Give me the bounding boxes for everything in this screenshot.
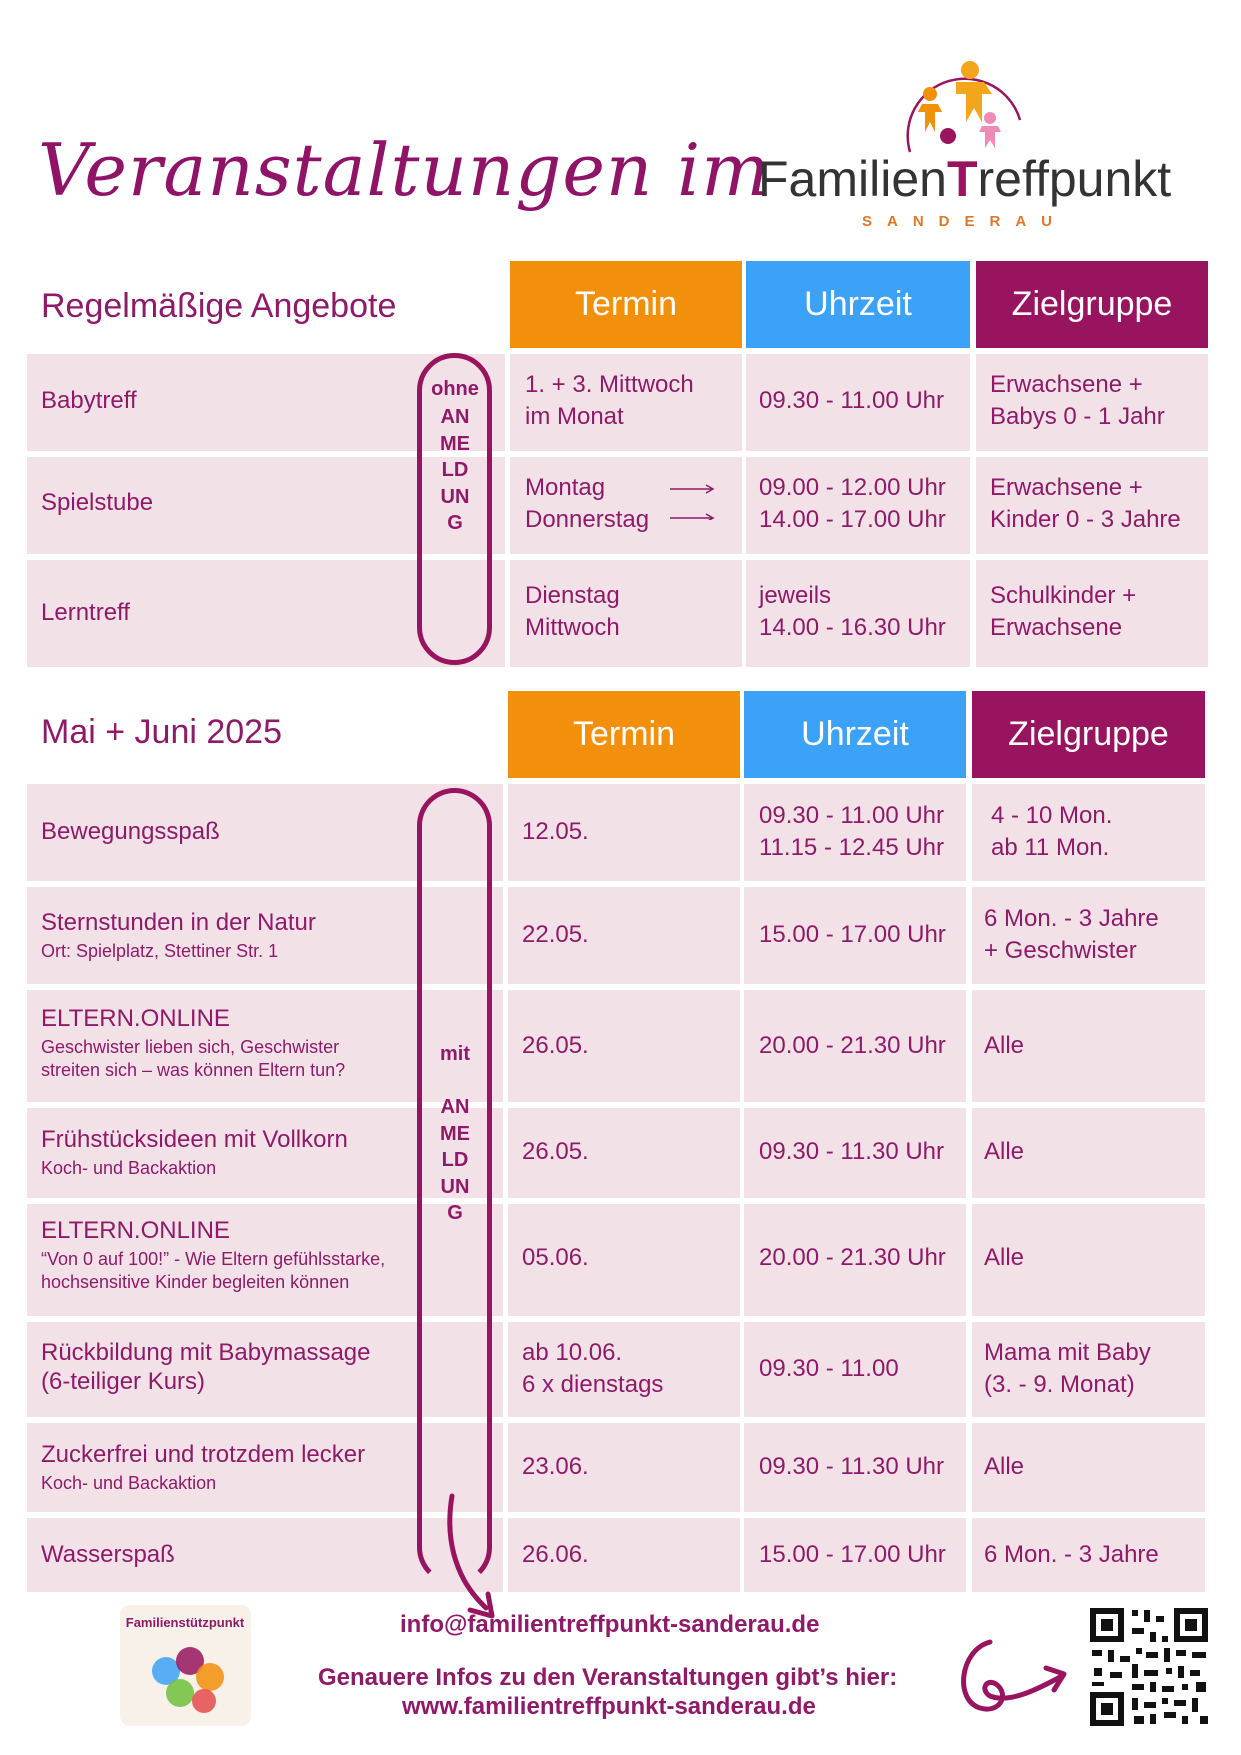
row-termin: im Monat	[525, 403, 624, 430]
row-zielgruppe: Erwachsene	[990, 614, 1123, 641]
event-zielgruppe: (3. - 9. Monat)	[984, 1371, 1135, 1398]
page-title: Veranstaltungen im	[38, 128, 771, 212]
row-uhrzeit: 14.00 - 16.30 Uhr	[759, 614, 946, 641]
event-subtitle: Ort: Spielplatz, Stettiner Str. 1	[41, 941, 279, 961]
regular-col-zielgruppe: Zielgruppe	[976, 261, 1208, 348]
row-uhrzeit: jeweils	[759, 582, 832, 609]
row-name: Lerntreff	[41, 599, 130, 626]
regular-col-termin: Termin	[510, 261, 742, 348]
event-termin: 05.06.	[522, 1244, 589, 1271]
svg-text:Familienstützpunkt: Familienstützpunkt	[125, 1615, 245, 1630]
event-zielgruppe: 6 Mon. - 3 Jahre	[984, 1541, 1159, 1568]
events-col-zielgruppe: Zielgruppe	[972, 691, 1205, 778]
event-uhrzeit: 15.00 - 17.00 Uhr	[759, 1541, 946, 1568]
website-link[interactable]: www.familientreffpunkt-sanderau.de	[402, 1693, 816, 1720]
row-name: Babytreff	[41, 387, 137, 414]
event-termin: ab 10.06.	[522, 1339, 623, 1366]
logo-subtitle: SANDERAU	[862, 213, 1068, 230]
event-subtitle: hochsensitive Kinder begleiten können	[41, 1272, 350, 1292]
event-termin: 12.05.	[522, 818, 589, 845]
event-name: ELTERN.ONLINE	[41, 1217, 230, 1244]
row-zielgruppe: Schulkinder +	[990, 582, 1137, 609]
event-termin: 26.05.	[522, 1032, 589, 1059]
events-col-uhrzeit: Uhrzeit	[744, 691, 966, 778]
logo-wordmark: FamilienTreffpunkt	[758, 151, 1172, 207]
event-subtitle: Koch- und Backaktion	[41, 1158, 217, 1178]
row-uhrzeit: 09.00 - 12.00 Uhr	[759, 474, 946, 501]
event-subtitle: Koch- und Backaktion	[41, 1473, 217, 1493]
contact-email[interactable]: info@familientreffpunkt-sanderau.de	[400, 1611, 820, 1638]
registration-label-top: mit	[440, 1043, 470, 1065]
event-uhrzeit: 09.30 - 11.30 Uhr	[759, 1138, 945, 1165]
event-zielgruppe: 4 - 10 Mon.	[991, 802, 1113, 829]
event-uhrzeit: 09.30 - 11.00 Uhr	[759, 802, 945, 829]
registration-label: ANMELDUNG	[440, 1096, 470, 1224]
row-uhrzeit: 14.00 - 17.00 Uhr	[759, 506, 946, 533]
regular-col-uhrzeit: Uhrzeit	[746, 261, 970, 348]
event-zielgruppe: Alle	[984, 1244, 1025, 1271]
curved-arrow-icon	[440, 1490, 510, 1625]
event-uhrzeit: 09.30 - 11.30 Uhr	[759, 1453, 945, 1480]
event-name: Zuckerfrei und trotzdem lecker	[41, 1441, 366, 1468]
row-termin: Dienstag	[525, 582, 620, 609]
event-uhrzeit: 15.00 - 17.00 Uhr	[759, 921, 946, 948]
event-zielgruppe: + Geschwister	[984, 937, 1137, 964]
yellow-figure-icon	[956, 61, 992, 122]
registration-label: ANMELDUNG	[440, 406, 470, 534]
event-termin: 26.06.	[522, 1541, 589, 1568]
event-name: Sternstunden in der Natur	[41, 909, 316, 936]
event-name: Frühstücksideen mit Vollkorn	[41, 1126, 348, 1153]
event-subtitle: (6-teiliger Kurs)	[41, 1368, 206, 1395]
event-subtitle: Geschwister lieben sich, Geschwister	[41, 1037, 340, 1057]
row-zielgruppe: Erwachsene +	[990, 371, 1143, 398]
event-zielgruppe: Alle	[984, 1032, 1025, 1059]
event-uhrzeit: 20.00 - 21.30 Uhr	[759, 1244, 946, 1271]
row-uhrzeit: 09.30 - 11.00 Uhr	[759, 387, 945, 414]
events-section-title: Mai + Juni 2025	[41, 713, 282, 751]
event-zielgruppe: Alle	[984, 1138, 1025, 1165]
event-zielgruppe: ab 11 Mon.	[991, 834, 1110, 861]
row-zielgruppe: Erwachsene +	[990, 474, 1143, 501]
events-col-termin: Termin	[508, 691, 740, 778]
swirl-arrow-icon	[950, 1630, 1085, 1720]
event-uhrzeit: 11.15 - 12.45 Uhr	[759, 834, 945, 861]
row-termin: Mittwoch	[525, 614, 620, 641]
orange-figure-icon	[918, 87, 942, 132]
event-name: Wasserspaß	[41, 1541, 175, 1568]
row-name: Spielstube	[41, 489, 154, 516]
info-line: Genauere Infos zu den Veranstaltungen gibt’s hier:	[318, 1664, 898, 1691]
event-name: ELTERN.ONLINE	[41, 1005, 230, 1032]
registration-label-top: ohne	[431, 378, 479, 400]
event-subtitle: “Von 0 auf 100!” - Wie Eltern gefühlsstarke,	[41, 1249, 386, 1269]
qr-code-icon[interactable]	[1088, 1606, 1210, 1728]
row-termin: 1. + 3. Mittwoch	[525, 371, 694, 398]
row-zielgruppe: Kinder 0 - 3 Jahre	[990, 506, 1181, 533]
row-termin: Montag	[525, 474, 606, 501]
event-zielgruppe: Mama mit Baby	[984, 1339, 1151, 1366]
event-zielgruppe: Alle	[984, 1453, 1025, 1480]
event-uhrzeit: 20.00 - 21.30 Uhr	[759, 1032, 946, 1059]
event-termin: 22.05.	[522, 921, 589, 948]
row-zielgruppe: Babys 0 - 1 Jahr	[990, 403, 1165, 430]
event-subtitle: streiten sich – was können Eltern tun?	[41, 1060, 346, 1080]
event-zielgruppe: 6 Mon. - 3 Jahre	[984, 905, 1159, 932]
event-name: Bewegungsspaß	[41, 818, 220, 845]
row-termin: Donnerstag	[525, 506, 650, 533]
familienstuetzpunkt-badge-icon	[118, 1603, 253, 1728]
event-termin: 6 x dienstags	[522, 1371, 664, 1398]
pink-figure-icon	[979, 112, 1001, 148]
event-termin: 23.06.	[522, 1453, 589, 1480]
purple-figure-icon	[940, 128, 956, 144]
event-termin: 26.05.	[522, 1138, 589, 1165]
event-uhrzeit: 09.30 - 11.00	[759, 1355, 899, 1382]
event-name: Rückbildung mit Babymassage	[41, 1339, 371, 1366]
arrow-right-icon	[668, 480, 718, 520]
regular-section-title: Regelmäßige Angebote	[41, 287, 397, 325]
